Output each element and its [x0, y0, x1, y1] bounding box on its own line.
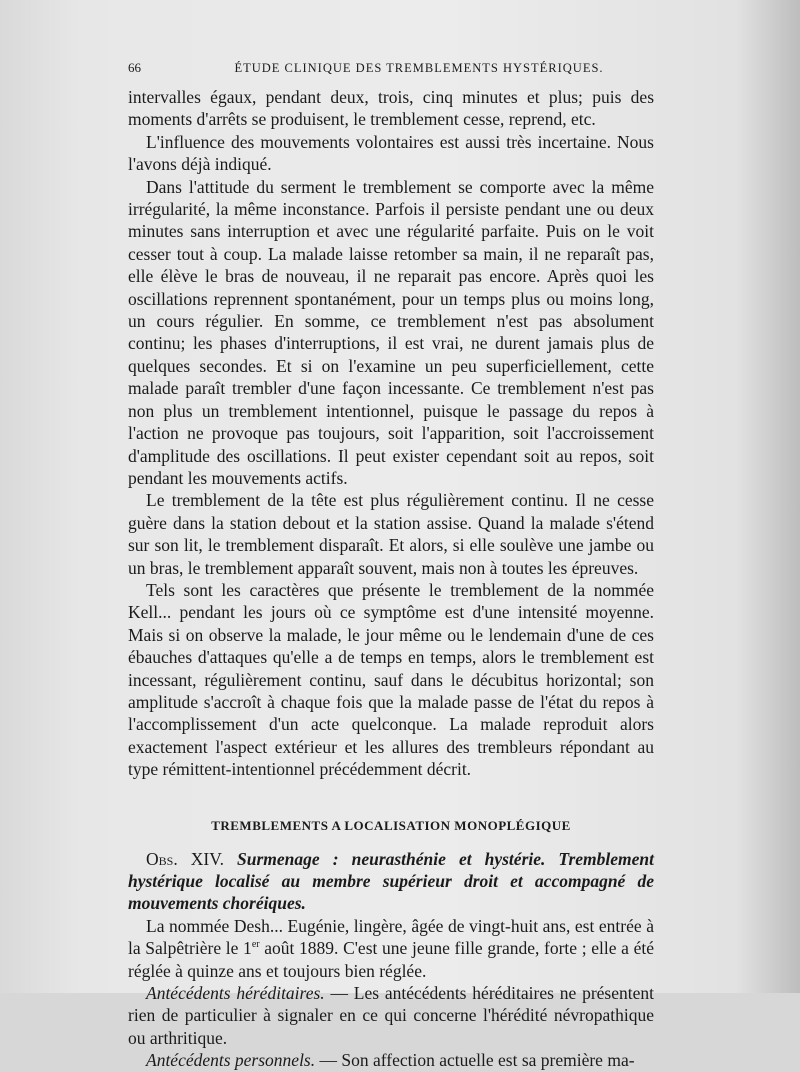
ordinal-superscript: er	[251, 939, 260, 951]
paragraph-continuation: intervalles égaux, pendant deux, trois, cinq minutes et plus; puis des moments d'arrêts se produisent, le tremblement cesse, reprend, etc.	[128, 87, 654, 130]
observation-subject: Surmenage : neurasthénie et hystérie. Tremblement hystérique localisé au membre supérieur droit et accompagné de mouvements choréiques.	[128, 848, 655, 914]
hereditary-paragraph	[128, 982, 654, 1049]
personal-text: — Son affection actuelle est sa première ma-	[315, 1050, 635, 1071]
paragraph: L'influence des mouvements volontaires est aussi très incertaine. Nous l'avons déjà indiqué.	[128, 131, 654, 175]
case-text-start: La nommée Desh... Eugénie, lingère, âgée de vingt-huit ans, est entrée à la Salpêtrière le 1	[128, 915, 654, 959]
running-header	[128, 60, 654, 86]
paragraph: Le tremblement de la tête est plus régulièrement continu. Il ne cesse guère dans la station debout et la station assise. Quand la malade s'étend sur son lit, le tremblement disparaît. Et alors, si elle soulève une jambe ou un bras, le tremblement apparaît souvent, mais non à toutes les épreuves.	[128, 490, 654, 578]
hereditary-text: — Les antécédents héréditaires ne présentent rien de particulier à signaler en ce qui concerne l'hérédité névropathique ou arthritique.	[128, 983, 654, 1048]
observation-label: Obs. XIV.	[146, 848, 224, 869]
section-heading: TREMBLEMENTS A LOCALISATION MONOPLÉGIQUE	[211, 817, 571, 833]
personal-paragraph	[128, 1049, 654, 1071]
running-title: ÉTUDE CLINIQUE DES TREMBLEMENTS HYSTÉRIQUES.	[234, 61, 604, 75]
personal-lead: Antécédents personnels.	[146, 1050, 316, 1071]
page-number: 66	[128, 60, 141, 75]
case-paragraph	[128, 915, 654, 982]
hereditary-lead: Antécédents héréditaires.	[146, 983, 325, 1004]
text-block	[128, 60, 654, 1072]
case-text-end: août 1889. C'est une jeune fille grande, forte ; elle a été réglée à quinze ans et toujours bien réglée.	[128, 938, 655, 981]
observation-title	[128, 848, 654, 915]
paragraph: Dans l'attitude du serment le tremblement se comporte avec la même irrégularité, la même inconstance. Parfois il persiste pendant une ou deux minutes sans interruption et avec une régularité parfaite. Puis on le voit cesser tout à coup. La malade laisse retomber sa main, il ne reparaît pas, elle élève le bras de nouveau, il ne reparait pas encore. Après quoi les oscillations reprennent spontanément, pour un temps plus ou moins long, un cours régulier. En somme, ce tremblement n'est pas absolument continu; les phases d'interruptions, il est vrai, ne durent jamais plus de quelques secondes. Et si on l'examine un peu superficiellement, cette malade paraît trembler d'une façon incessante. Ce tremblement n'est pas non plus un tremblement intentionnel, puisque le passage du repos à l'action ne provoque pas toujours, soit l'apparition, soit l'accroissement d'amplitude des oscillations. Il peut exister cependant soit au repos, soit pendant les mouvements actifs.	[128, 176, 654, 488]
paragraph: Tels sont les caractères que présente le tremblement de la nommée Kell... pendant les jours où ce symptôme est d'une intensité moyenne. Mais si on observe la malade, le jour même ou le lendemain d'une de ces ébauches d'attaques qu'elle a de temps en temps, alors le tremblement est incessant, régulièrement continu, sauf dans le décubitus horizontal; son amplitude s'accroît à chaque fois que la malade passe de l'état du repos à l'accomplissement d'un acte quelconque. La malade reproduit alors exactement l'aspect extérieur et les allures des trembleurs répondant au type rémittent-intentionnel précédemment décrit.	[128, 579, 654, 780]
